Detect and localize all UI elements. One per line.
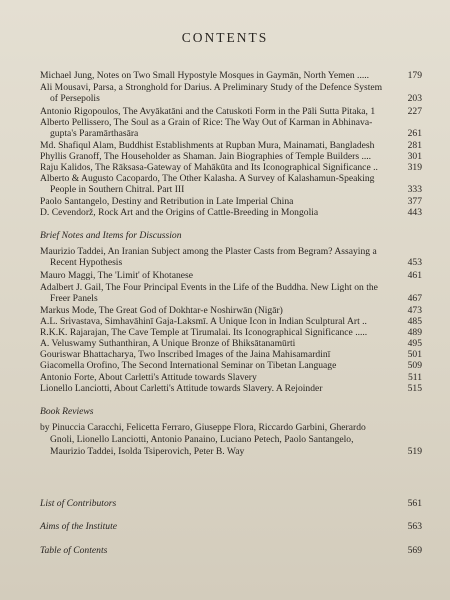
entry-text: A.L. Srivastava, Simhavāhinī Gaja-Laksmī. A Unique Icon in Indian Sculptural Art ..: [40, 316, 367, 327]
entry-text: Alberto & Augusto Cacopardo, The Other Kalasha. A Survey of Kalashamun-Speaking: [40, 173, 375, 184]
page-number: 227: [407, 106, 422, 117]
entry-text: Adalbert J. Gail, The Four Principal Events in the Life of the Buddha. New Light on the: [40, 282, 378, 293]
entry-text: D. Cevendorž, Rock Art and the Origins of Cattle-Breeding in Mongolia: [40, 207, 319, 218]
toc-entry: [40, 306, 422, 317]
page-number: 509: [407, 360, 422, 371]
toc-entry: [40, 197, 422, 208]
toc-entry: [40, 83, 422, 104]
toc-entry: [40, 361, 422, 372]
page-number: 485: [407, 316, 422, 327]
page-number: 461: [407, 270, 422, 281]
page-number: 333: [407, 183, 422, 195]
toc-entry: [40, 107, 422, 118]
entry-text-cont: of Persepolis: [50, 92, 100, 104]
entry-text: Lionello Lanciotti, About Carletti's Attitude towards Slavery. A Rejoinder: [40, 383, 323, 394]
toc-entry: [40, 283, 422, 304]
toc-entry: [40, 118, 422, 139]
entry-text-cont: Recent Hypothesis: [50, 256, 123, 268]
page-number: 561: [407, 498, 422, 509]
toc-entry: [40, 163, 422, 174]
page-title: CONTENTS: [181, 30, 269, 45]
entry-text-cont: gupta's Paramārthasāra: [50, 127, 139, 139]
reviews-line: Maurizio Taddei, Isolda Tsiperovich, Peter B. Way: [50, 446, 245, 458]
entry-text: Michael Jung, Notes on Two Small Hypostyle Mosques in Gaymān, North Yemen .....: [40, 70, 370, 81]
entry-text: Phyllis Granoff, The Householder as Shaman. Jain Biographies of Temple Builders ....: [40, 151, 372, 162]
entry-text: Antonio Forte, About Carletti's Attitude towards Slavery: [40, 372, 257, 383]
entry-text: List of Contributors: [40, 498, 117, 509]
entry-text: Markus Mode, The Great God of Dokhtar-e Noshirwān (Nigār): [40, 305, 283, 316]
page-number: 563: [407, 521, 422, 532]
section-heading-reviews: Book Reviews: [40, 406, 94, 417]
toc-entry: [40, 208, 422, 219]
toc-entry: [40, 141, 422, 152]
page-number: 569: [407, 545, 422, 556]
reviews-line: Gnoli, Lionello Lanciotti, Antonio Panaino, Luciano Petech, Paolo Santangelo,: [50, 434, 354, 446]
entry-text-cont: Freer Panels: [50, 292, 98, 304]
entry-text: Antonio Rigopoulos, The Avyākatāni and the Catuskoti Form in the Pāli Sutta Pitaka, 1: [40, 106, 376, 117]
page-number: 473: [407, 305, 422, 316]
entry-text: Gouriswar Bhattacharya, Two Inscribed Images of the Jaina Mahisamardinī: [40, 349, 331, 360]
page-number: 489: [407, 327, 422, 338]
reviews-entry: [40, 422, 420, 459]
toc-entry: [40, 71, 422, 82]
entry-text: Ali Mousavi, Parsa, a Stronghold for Darius. A Preliminary Study of the Defence System: [40, 82, 383, 93]
entry-text: Raju Kalidos, The Rāksasa-Gateway of Mahākūta and Its Iconographical Significance ..: [40, 162, 378, 173]
toc-entry: [40, 384, 422, 395]
reviews-line: by Pinuccia Caracchi, Felicetta Ferraro, Giuseppe Flora, Riccardo Garbini, Gherardo: [40, 422, 366, 433]
page-number: 301: [407, 151, 422, 162]
toc-entry: [40, 152, 422, 163]
page-number: 519: [407, 446, 422, 458]
entry-text: Maurizio Taddei, An Iranian Subject among the Plaster Casts from Begram? Assaying a: [40, 246, 377, 257]
toc-entry-table-of-contents: [40, 545, 422, 556]
page-number: 443: [407, 207, 422, 218]
entry-text: Alberto Pellissero, The Soul as a Grain of Rice: The Way Out of Karman in Abhinava-: [40, 117, 373, 128]
entry-text-cont: People in Southern Chitral. Part III: [50, 183, 185, 195]
page-number: 281: [407, 140, 422, 151]
toc-entry: [40, 373, 422, 384]
toc-entry: [40, 271, 422, 282]
toc-entry-aims: [40, 521, 422, 532]
toc-entry: [40, 350, 422, 361]
page-number: 495: [407, 338, 422, 349]
toc-entry-contributors: [40, 498, 422, 509]
page-number: 377: [407, 196, 422, 207]
entry-text: Table of Contents: [40, 545, 108, 556]
toc-entry: [40, 247, 422, 268]
toc-entry: [40, 328, 422, 339]
entry-text: Mauro Maggi, The 'Limit' of Khotanese: [40, 270, 194, 281]
entry-text: A. Veluswamy Suthanthiran, A Unique Bronze of Bhiksātanamūrti: [40, 338, 296, 349]
page-number: 467: [407, 292, 422, 304]
entry-text: Giacomella Orofino, The Second International Seminar on Tibetan Language: [40, 360, 337, 371]
page-number: 203: [407, 92, 422, 104]
page-number: 501: [407, 349, 422, 360]
section-heading-notes: Brief Notes and Items for Discussion: [40, 230, 182, 241]
page-number: 511: [407, 372, 422, 383]
entry-text: R.K.K. Rajarajan, The Cave Temple at Tirumalai. Its Iconographical Significance .....: [40, 327, 368, 338]
entry-text: Aims of the Institute: [40, 521, 118, 532]
page-number: 319: [407, 162, 422, 173]
page-number: 453: [407, 256, 422, 268]
page-number: 261: [407, 127, 422, 139]
toc-entry: [40, 317, 422, 328]
entry-text: Paolo Santangelo, Destiny and Retribution in Late Imperial China: [40, 196, 294, 207]
page-number: 515: [407, 383, 422, 394]
page-number: 179: [407, 70, 422, 81]
toc-entry: [40, 174, 422, 195]
entry-text: Md. Shafiqul Alam, Buddhist Establishments at Rupban Mura, Mainamati, Bangladesh: [40, 140, 375, 151]
toc-entry: [40, 339, 422, 350]
